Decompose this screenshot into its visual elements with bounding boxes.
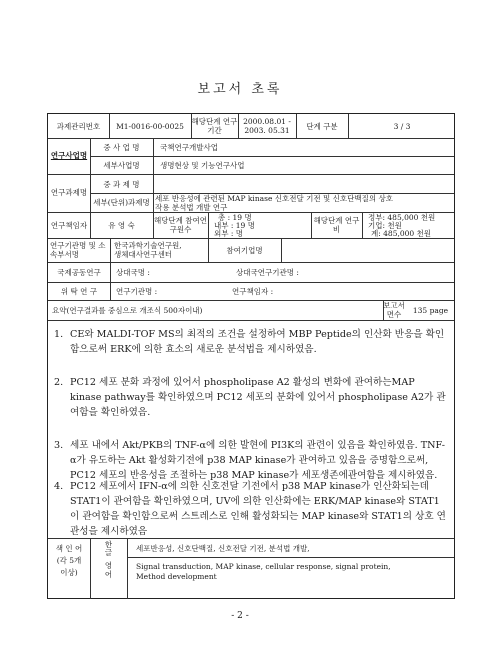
col-divider	[281, 238, 282, 262]
row-divider	[48, 320, 454, 321]
abstract-number: 3.	[54, 440, 64, 451]
abstract-item	[54, 375, 446, 420]
funds-sum: 계: 485,000 천원	[371, 229, 432, 238]
researchers-internal: 내부 : 19 명	[214, 221, 255, 230]
abstract-number: 2.	[54, 377, 64, 388]
period-start: 2000.08.01 -	[243, 117, 291, 126]
funds-gov: 정부: 485,000 천원	[368, 213, 436, 222]
head-name: 유 영 숙	[108, 221, 135, 230]
abstract-text: PC12 세포 분화 과정에 있어서 phospholipase A2 활성의 변화에 관여하는MAP kinase pathway를 확인하였으며 PC12 세포의 분화에 있어서 phospholipase A2가 관여함을 확인하였음.	[70, 377, 446, 418]
col-divider	[110, 238, 111, 262]
abstract-text: PC12 세포에서 IFN-α에 의한 신호전달 기전에서 p38 MAP kinase가 인산화되는데 STAT1이 관여함을 확인하였으며, UV에 의한 인산화에는 ERK/MAP kinase와 STAT1이 관여함을 확인함으로써 스트레스로 인해 활성화되는 MAP kinase와 STAT1의 상호 연관성을 제시하였음	[70, 481, 446, 537]
project-no-label: 과제관리번호	[56, 122, 101, 131]
abstract-number: 1.	[54, 329, 64, 340]
en-label-1: 영	[104, 561, 113, 570]
keywords-label-3: 이상)	[60, 568, 78, 577]
sub-business-label: 세부사업명	[103, 161, 140, 170]
main-project-label: 중 과 제 명	[103, 180, 140, 189]
en-keywords-2: Method development	[136, 572, 217, 581]
funds-label: 해당단계 연구비	[313, 216, 360, 234]
row-divider	[48, 262, 454, 263]
col-divider	[153, 138, 154, 212]
row-divider	[48, 238, 454, 239]
sub-project-label: 세부(단위)과제명	[93, 198, 150, 207]
abstract-text: 세포 내에서 Akt/PKB의 TNF-α에 의한 발현에 PI3K의 관련이 있음을 확인하였음. TNF-α가 유도하는 Akt 활성화기전에 p38 MAP kinase가 관여하고 있음을 증명함으로써, PC12 세포의 반응성을 조절하는 p38 MAP kinase가 세포생존에관여함을 제시하였음.	[70, 440, 445, 481]
ko-keywords: 세포반응성, 신호단백질, 신호전달 기전, 분석법 개발,	[136, 544, 310, 553]
row-divider	[127, 557, 454, 558]
researchers-total: 총 : 19 명	[218, 213, 252, 222]
researchers-label: 해당단계 참여연구원수	[153, 216, 208, 234]
keywords-label-2: (각 5개	[56, 556, 82, 565]
sub-project-value-1: 세포 반응성에 관련된 MAP kinase 신호전달 기전 및 신호단백질의 상호	[155, 194, 394, 203]
abstract-text: CE와 MALDI-TOF MS의 최적의 조건을 설정하여 MBP Peptide의 인산화 반응을 확인함으로써 ERK에 의한 효소의 새로운 분석법을 제시하였음.	[70, 329, 445, 355]
col-divider	[127, 538, 128, 599]
researchers-external: 외부 : 명	[214, 229, 244, 238]
row-divider	[48, 282, 454, 283]
intl-counterpart-org: 상대국연구기관명 :	[236, 268, 299, 277]
row-divider	[48, 174, 454, 175]
business-label: 연구사업명	[50, 151, 88, 160]
abstract-item	[54, 327, 446, 357]
ko-label-2: 글	[104, 548, 113, 557]
funds-company: 기업: 천원	[368, 221, 402, 230]
col-divider	[110, 262, 111, 282]
stage-value: 3 / 3	[393, 122, 411, 131]
intl-counterpart: 상대국명 :	[116, 268, 150, 277]
keywords-label-1: 색 인 어	[55, 544, 83, 553]
org-value-1: 한국과학기술연구원,	[114, 241, 182, 250]
row-divider	[48, 138, 454, 139]
row-divider	[90, 156, 454, 157]
period-end: 2003. 05.31	[244, 126, 290, 135]
pages-label: 보고서 면수	[383, 301, 405, 319]
summary-label: 요약(연구결과를 중심으로 개조식 500자이내)	[52, 306, 203, 315]
report-title: 보고서 초록	[197, 82, 283, 97]
col-divider	[208, 212, 209, 238]
partner-label: 참여기업명	[226, 246, 263, 255]
page-number: - 2 -	[231, 611, 249, 621]
main-business-value: 국책연구개발사업	[160, 143, 218, 152]
report-form	[47, 113, 455, 599]
intl-label: 국제공동연구	[57, 268, 101, 277]
project-label: 연구과제명	[50, 188, 88, 197]
en-label-2: 어	[104, 570, 113, 579]
abstract-item	[54, 438, 446, 483]
sub-business-value: 생명현상 및 기능연구사업	[160, 161, 245, 170]
commission-label: 위 탁 연 구	[60, 287, 98, 296]
stage-label: 단계 구분	[306, 122, 338, 131]
col-divider	[110, 282, 111, 300]
head-label: 연구책임자	[50, 221, 88, 230]
project-no-value: M1-0016-00-0025	[116, 122, 184, 131]
pages-value: 135 page	[412, 306, 449, 315]
ko-label-1: 한	[104, 540, 113, 549]
main-business-label: 중 사 업 명	[103, 143, 140, 152]
org-label: 연구기관명 및 소속부서명	[50, 241, 106, 259]
abstract-item	[54, 479, 446, 539]
abstract-number: 4.	[54, 481, 64, 492]
commission-org: 연구기관명 :	[116, 287, 158, 296]
commission-head: 연구책임자 :	[232, 287, 274, 296]
org-value-2: 생체대사연구센터	[114, 250, 172, 259]
sub-project-value-2: 작용 분석법 개발 연구	[155, 203, 228, 212]
period-label: 해당단계 연구기간	[191, 117, 238, 135]
col-divider	[362, 212, 363, 238]
en-keywords-1: Signal transduction, MAP kinase, cellular response, signal protein,	[136, 562, 391, 571]
